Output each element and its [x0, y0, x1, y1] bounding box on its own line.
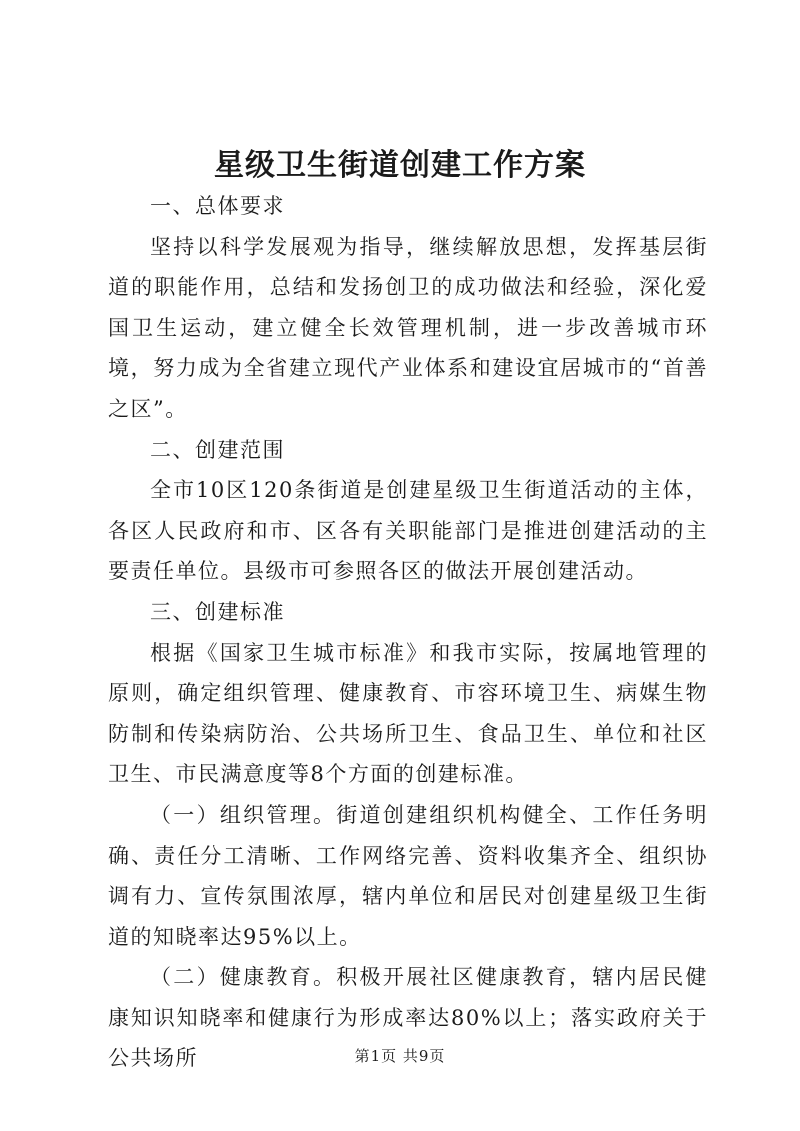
- paragraph-general-requirements: 坚持以科学发展观为指导，继续解放思想，发挥基层街道的职能作用，总结和发扬创卫的成功做法和经验，深化爱国卫生运动，建立健全长效管理机制，进一步改善城市环境，努力成为全省建立现代产业体系和建设宜居城市的“首善之区”。: [108, 234, 708, 421]
- paragraph-health-education: （二）健康教育。积极开展社区健康教育，辖内居民健康知识知晓率和健康行为形成率达80%以上；落实政府关于公共场所: [108, 965, 708, 1071]
- paragraph-organization-management: （一）组织管理。街道创建组织机构健全、工作任务明确、责任分工清晰、工作网络完善、资料收集齐全、组织协调有力、宣传氛围浓厚，辖内单位和居民对创建星级卫生街道的知晓率达95%以上。: [108, 802, 708, 949]
- section-heading-standards: 三、创建标准: [150, 599, 285, 624]
- paragraph-scope: 全市10区120条街道是创建星级卫生街道活动的主体，各区人民政府和市、区各有关职能部门是推进创建活动的主要责任单位。县级市可参照各区的做法开展创建活动。: [108, 478, 708, 584]
- document-title: 星级卫生街道创建工作方案: [214, 148, 586, 183]
- page-number-footer: 第1页 共9页: [354, 1047, 446, 1065]
- paragraph-standards: 根据《国家卫生城市标准》和我市实际，按属地管理的原则，确定组织管理、健康教育、市容环境卫生、病媒生物防制和传染病防治、公共场所卫生、食品卫生、单位和社区卫生、市民满意度等8个方面的创建标准。: [108, 640, 708, 787]
- document-body: [108, 186, 708, 1079]
- section-heading-general-requirements: 一、总体要求: [150, 194, 285, 218]
- section-heading-scope: 二、创建范围: [150, 437, 285, 462]
